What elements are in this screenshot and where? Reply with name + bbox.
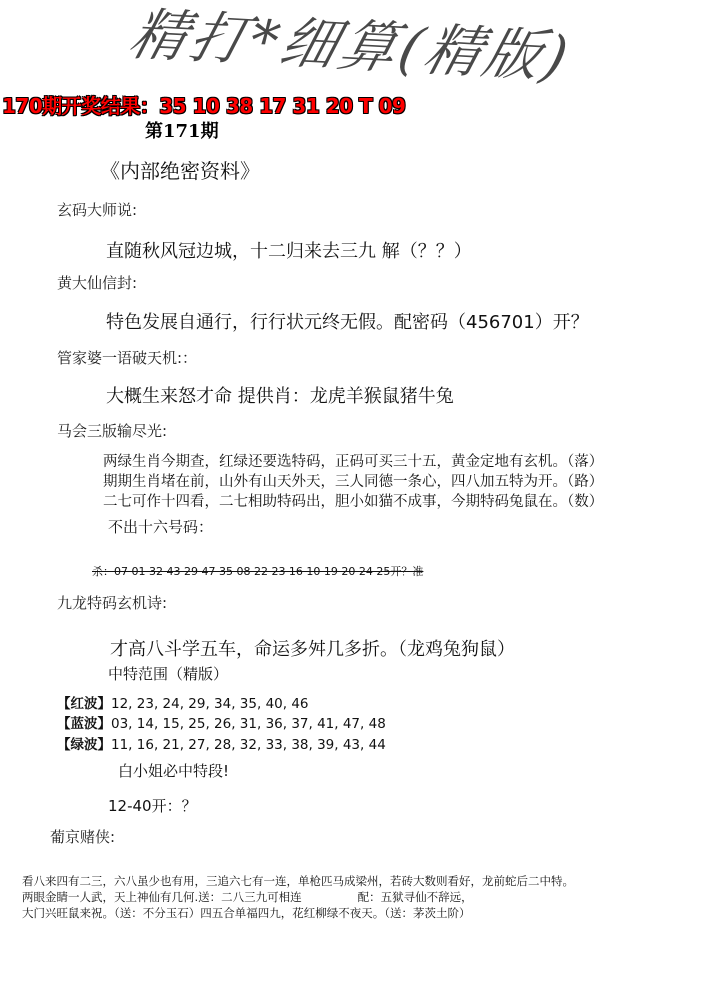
section-label-jiulong: 九龙特码玄机诗:: [57, 594, 168, 612]
poem-line: 期期生肖堵在前，山外有山天外天，三人同德一条心，四八加五特为开。（路）: [103, 474, 604, 490]
range-label: 中特范围（精版）: [108, 665, 229, 683]
range-hint: 12-40开：？: [108, 797, 197, 815]
section-text-huangdaxian: 特色发展自通行，行行状元终无假。配密码（456701）开？: [106, 312, 589, 333]
wave-numbers: 03, 14, 15, 25, 26, 31, 36, 37, 41, 47, 48: [111, 716, 386, 732]
wave-numbers: 12, 23, 24, 29, 34, 35, 40, 46: [111, 696, 309, 712]
wave-numbers: 11, 16, 21, 27, 28, 32, 33, 38, 39, 43, 44: [111, 737, 386, 753]
baixiaojie-line: 白小姐必中特段!: [118, 762, 230, 780]
wave-tag: 【蓝波】: [57, 716, 111, 732]
wave-row-blue: [57, 712, 386, 732]
wave-tag: 【红波】: [57, 696, 111, 712]
footer-poem: [22, 873, 574, 921]
issue-number: 第171期: [145, 121, 219, 142]
wave-row-green: [57, 733, 386, 753]
section-text-jiulong: 才高八斗学五车，命运多舛几多折。（龙鸡兔狗鼠）: [110, 639, 515, 660]
footer-line: 看八来四有二三，六八虽少也有用，三追六七有一连，单枪匹马成梁州，若砖大数则看好，龙前蛇后二中特。: [22, 874, 574, 888]
section-text-xuanma: 直随秋风冠边城，十二归来去三九 解（？？）: [106, 241, 472, 262]
footer-line-2: [22, 889, 574, 905]
kill-numbers: [92, 563, 423, 579]
section-label-xuanma: 玄码大师说:: [57, 201, 138, 219]
footer-line: 大门兴旺鼠来祝。（送：不分玉石）四五合单福四九，花红柳绿不夜天。（送：茅茨土阶）: [22, 906, 471, 920]
wave-row-red: [57, 692, 309, 712]
poem-line: 两绿生肖今期查，红绿还要选特码，正码可买三十五，黄金定地有玄机。（落）: [103, 454, 604, 470]
section-text-guanjiapo: 大概生来怒才命 提供肖：龙虎羊猴鼠猪牛兔: [106, 386, 454, 407]
kill-numbers-text: 杀：07 01 32 43 29 47 35 08 22 23 16 10 19 20 24 25开？准: [92, 565, 424, 578]
document-title: 《内部绝密资料》: [100, 159, 260, 183]
previous-result: 170期开奖结果：35 10 38 17 31 20 T 09: [2, 94, 406, 118]
section-label-mahui: 马会三版输尽光:: [57, 422, 168, 440]
section-label-huangdaxian: 黄大仙信封:: [57, 274, 138, 292]
mahui-poem: [103, 452, 603, 512]
footer-line-2b: 配：五狱寻仙不辞远，: [357, 890, 473, 904]
poem-line: 二七可作十四看，二七相助特码出，胆小如猫不成事，今期特码兔鼠在。（数）: [103, 494, 604, 510]
section-label-no16: 不出十六号码：: [108, 518, 214, 536]
footer-line-2a: 两眼金睛一人武，天上神仙有几何.送：二八三九可相连: [22, 890, 302, 904]
section-label-guanjiapo: 管家婆一语破天机:：: [57, 349, 198, 367]
banner-title: 精打*细算(精版): [122, 2, 579, 91]
section-label-pujing: 葡京赌侠:: [50, 828, 116, 846]
wave-tag: 【绿波】: [57, 737, 111, 753]
